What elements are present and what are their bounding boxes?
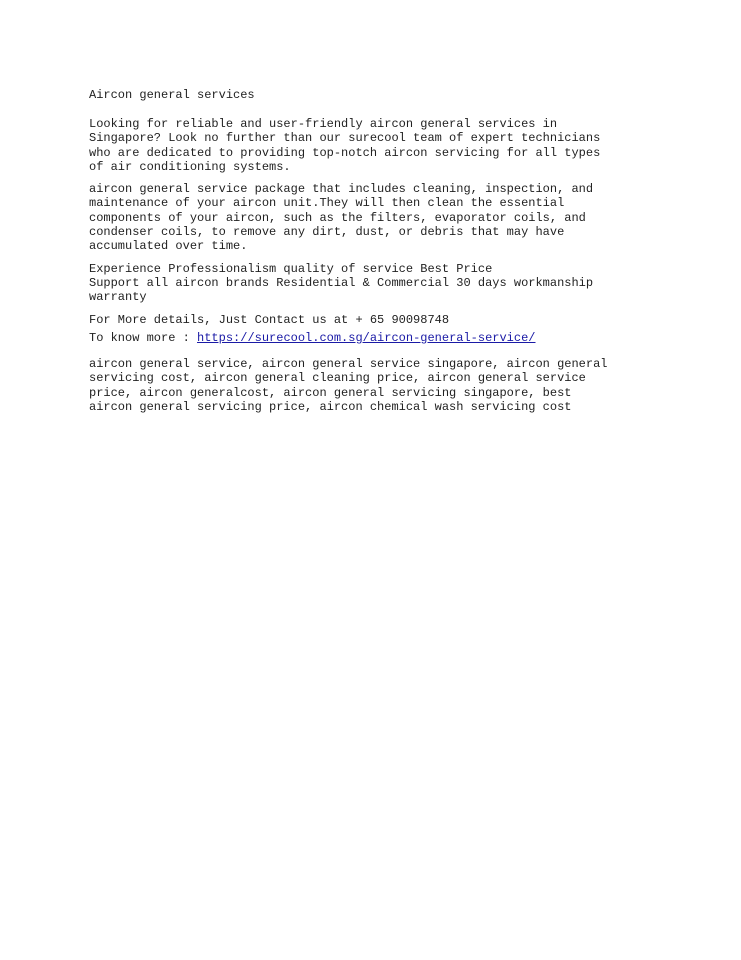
know-more-label: To know more : [89,330,198,345]
know-more-line [89,331,649,345]
document-title: Aircon general services [89,88,255,102]
package-paragraph: aircon general service package that includes cleaning, inspection, and maintenance of your aircon unit.They will then clean the essential components of your aircon, such as the filters, evaporator coils, and condenser coils, to remove any dirt, dust, or debris that may have accumulated over time. [89,182,594,254]
keywords-paragraph: aircon general service, aircon general service singapore, aircon general servicing cost, aircon general cleaning price, aircon general service price, aircon generalcost, aircon general servicing singapore, best aircon general servicing price, aircon chemical wash servicing cost [89,357,608,415]
service-page-link[interactable]: https://surecool.com.sg/aircon-general-service/ [197,330,536,345]
contact-line: For More details, Just Contact us at + 65 90098748 [89,312,450,327]
intro-paragraph: Looking for reliable and user-friendly aircon general services in Singapore? Look no further than our surecool team of expert technicians who are dedicated to providing top-notch aircon servicing for all types of air conditioning systems. [89,117,601,174]
document-page [89,88,649,422]
features-paragraph: Experience Professionalism quality of service Best Price Support all aircon brands Residential & Commercial 30 days workmanship warranty [89,261,594,305]
